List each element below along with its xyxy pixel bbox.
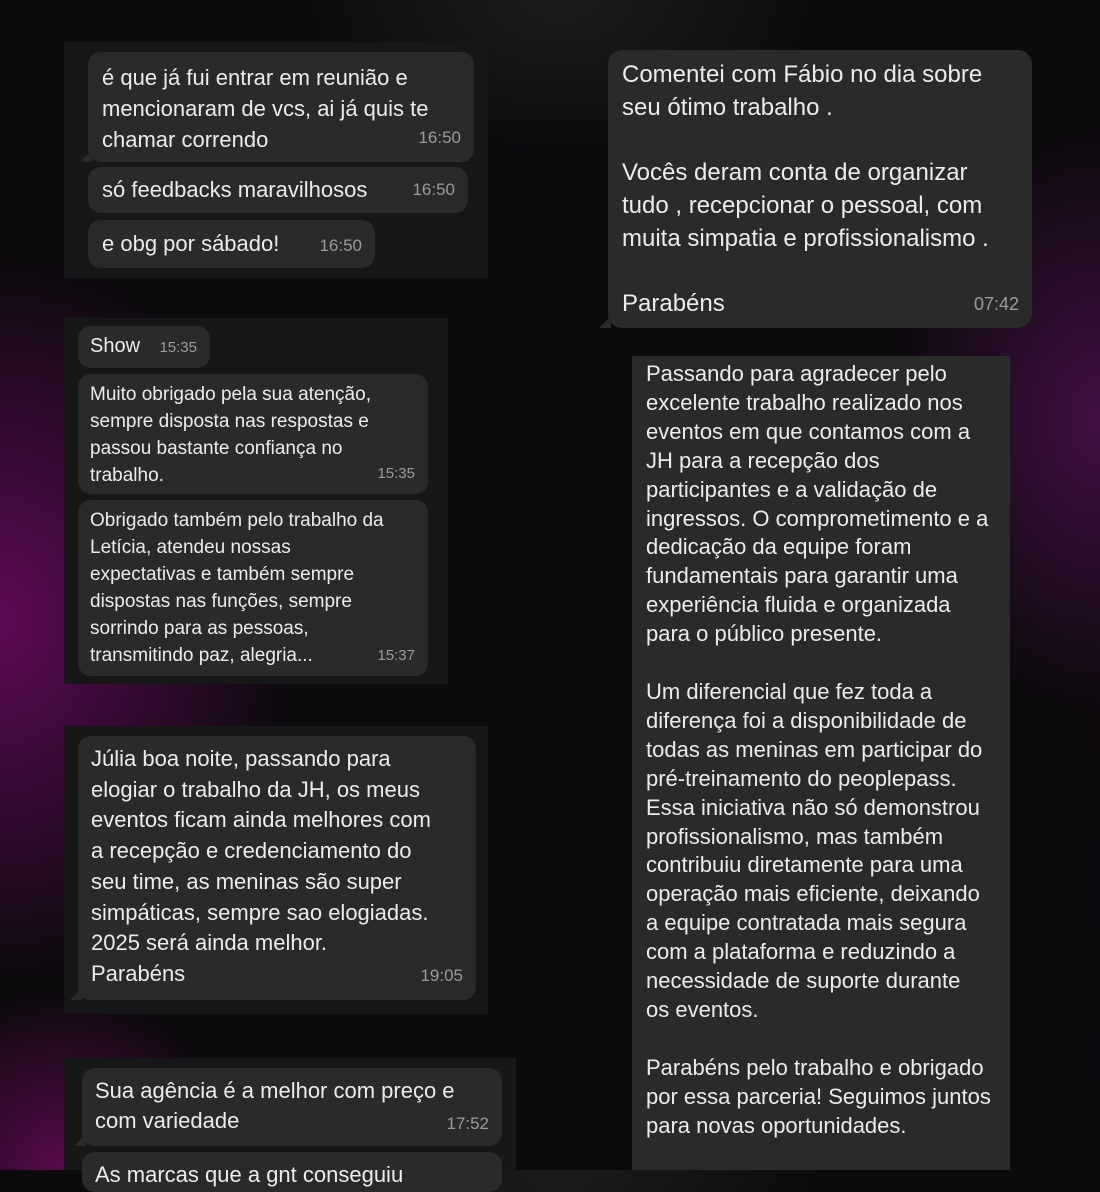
message-time: 16:50 bbox=[418, 128, 461, 147]
message-text: Passando para agradecer pelo excelente trabalho realizado nos eventos em que contamos com a JH para a recepção dos participantes e a validação de ingressos. O comprometimento e a dedicação da equipe foram fundamentais para garantir uma experiência fluida e organizada para o público presente. Um diferencial que fez toda a diferença foi a disponibilidade de todas as meninas em participar do pré-treinamento do peoplepass. Essa iniciativa não só demonstrou profissionalismo, mas também contribuiu diretamente para uma operação mais eficiente, deixando a equipe contratada mais segura com a plataforma e reduzindo a necessidade de suporte durante os eventos. Parabéns pelo trabalho e obrigado por essa parceria! Seguimos juntos para novas oportunidades. bbox=[646, 361, 991, 1138]
chat-screenshot-5 bbox=[596, 40, 1046, 340]
message-text: As marcas que a gnt conseguiu bbox=[95, 1162, 404, 1187]
message-bubble[interactable] bbox=[88, 220, 375, 268]
message-time: 15:35 bbox=[377, 465, 415, 482]
chat-screenshot-1 bbox=[64, 42, 488, 278]
chat-screenshot-3 bbox=[64, 726, 488, 1014]
message-bubble[interactable] bbox=[608, 50, 1032, 328]
message-bubble[interactable] bbox=[78, 500, 428, 676]
message-bubble[interactable] bbox=[78, 736, 476, 1000]
message-text: Obrigado também pelo trabalho da Letícia, atendeu nossas expectativas e também sempre dispostas nas funções, sempre sorrindo para as pessoas, transmitindo paz, alegria... bbox=[90, 510, 384, 666]
message-text: Júlia boa noite, passando para elogiar o trabalho da JH, os meus eventos ficam ainda melhores com a recepção e credenciamento do seu time, as meninas são super simpáticas, sempre sao elogiadas. 2025 será ainda melhor. Parabéns bbox=[91, 746, 431, 986]
message-time: 16:50 bbox=[412, 180, 455, 199]
message-time: 16:50 bbox=[319, 236, 362, 255]
message-bubble[interactable] bbox=[78, 326, 210, 368]
chat-screenshot-4 bbox=[64, 1058, 516, 1187]
message-bubble[interactable] bbox=[78, 374, 428, 494]
message-text: é que já fui entrar em reunião e mencionaram de vcs, ai já quis te chamar correndo bbox=[102, 65, 429, 152]
message-time: 17:52 bbox=[446, 1114, 489, 1133]
message-text: Sua agência é a melhor com preço e com variedade bbox=[95, 1078, 455, 1133]
message-bubble[interactable] bbox=[82, 1152, 502, 1192]
message-text: Comentei com Fábio no dia sobre seu ótimo trabalho . Vocês deram conta de organizar tudo , recepcionar o pessoal, com muita simpatia e profissionalismo . Parabéns bbox=[622, 61, 989, 317]
message-text: e obg por sábado! bbox=[102, 231, 280, 256]
message-time: 19:05 bbox=[420, 966, 463, 986]
message-bubble[interactable] bbox=[632, 356, 1010, 1170]
message-bubble[interactable] bbox=[88, 167, 468, 213]
message-time: 07:42 bbox=[973, 294, 1019, 315]
message-bubble[interactable] bbox=[88, 52, 474, 162]
chat-screenshot-2 bbox=[64, 318, 448, 684]
chat-screenshot-6 bbox=[632, 356, 1010, 1170]
message-text: Show bbox=[90, 335, 141, 357]
message-time: 15:35 bbox=[159, 339, 197, 356]
message-text: só feedbacks maravilhosos bbox=[102, 177, 368, 202]
message-text: Muito obrigado pela sua atenção, sempre disposta nas respostas e passou bastante confiança no trabalho. bbox=[90, 384, 371, 486]
message-bubble[interactable] bbox=[82, 1068, 502, 1146]
message-time: 15:37 bbox=[377, 647, 415, 664]
